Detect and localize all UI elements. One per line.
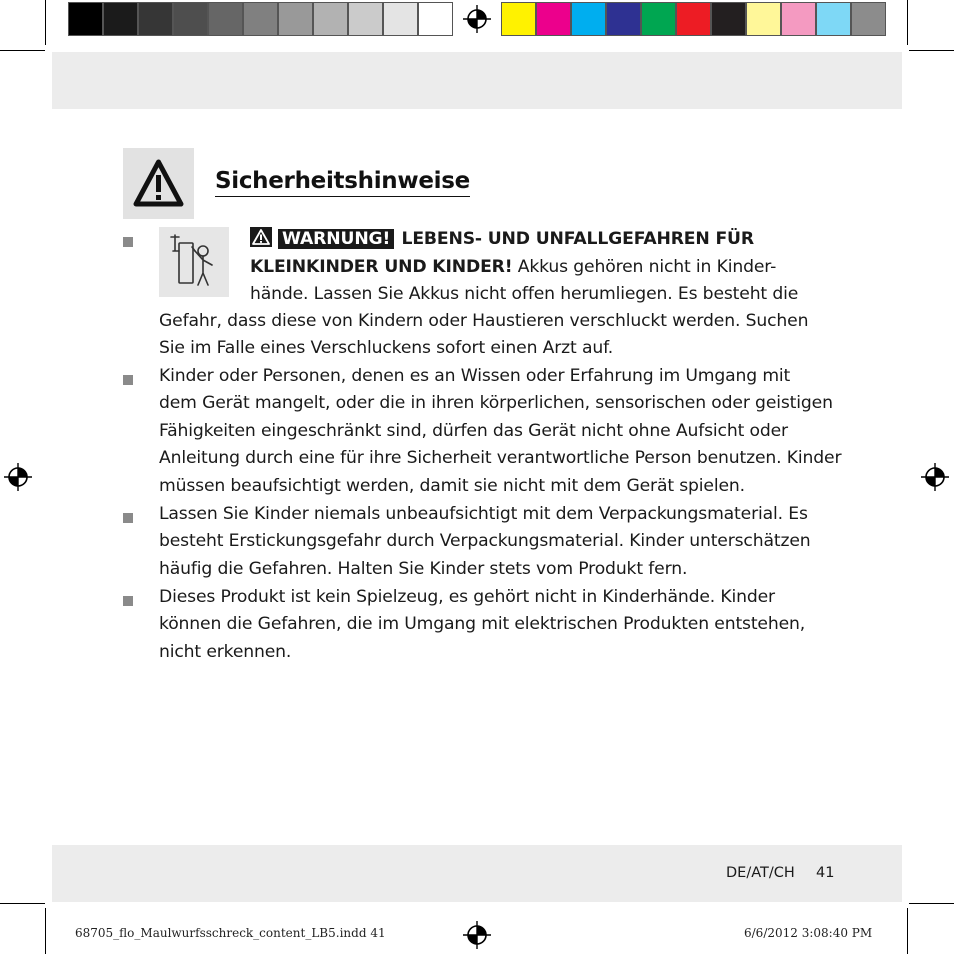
paragraph-line: Gefahr, dass diese von Kindern oder Haustieren verschluckt werden. Suchen xyxy=(159,311,809,331)
color-swatch xyxy=(711,2,746,36)
color-swatch xyxy=(641,2,676,36)
bullet xyxy=(123,375,133,385)
warning-heading-cont: KLEINKINDER UND KINDER! xyxy=(250,257,513,277)
color-swatch xyxy=(676,2,711,36)
color-swatch xyxy=(571,2,606,36)
crop-mark xyxy=(907,0,908,45)
paragraph-line: Anleitung durch eine für ihre Sicherheit verantwortliche Person benutzen. Kinder xyxy=(159,448,842,468)
paragraph-line: Fähigkeiten eingeschränkt sind, dürfen das Gerät nicht ohne Aufsicht oder xyxy=(159,421,788,441)
paragraph-line: müssen beaufsichtigt werden, damit sie nicht mit dem Gerät spielen. xyxy=(159,476,745,496)
crop-mark xyxy=(909,903,954,904)
warning-heading-line xyxy=(250,226,754,253)
crop-mark xyxy=(909,50,954,51)
warning-label: WARNUNG! xyxy=(278,229,394,249)
paragraph-line: dem Gerät mangelt, oder die in ihren körperlichen, sensorischen oder geistigen xyxy=(159,393,833,413)
gray-swatch xyxy=(208,2,243,36)
crop-mark xyxy=(0,50,45,51)
registration-mark-icon xyxy=(921,463,949,491)
slug-filename: 68705_flo_Maulwurfsschreck_content_LB5.indd 41 xyxy=(75,926,386,940)
color-swatch xyxy=(781,2,816,36)
paragraph-line: nicht erkennen. xyxy=(159,642,292,662)
gray-swatch xyxy=(103,2,138,36)
gray-swatch xyxy=(383,2,418,36)
section-icon-box xyxy=(123,148,194,219)
warning-heading: LEBENS- UND UNFALLGEFAHREN FÜR xyxy=(401,229,754,249)
paragraph-line: häufig die Gefahren. Halten Sie Kinder stets vom Produkt fern. xyxy=(159,559,688,579)
color-swatch xyxy=(501,2,536,36)
color-swatch xyxy=(746,2,781,36)
slug-datetime: 6/6/2012 3:08:40 PM xyxy=(744,926,873,940)
registration-mark-icon xyxy=(463,5,491,33)
color-swatch xyxy=(606,2,641,36)
registration-mark-icon xyxy=(463,921,491,949)
gray-swatch xyxy=(348,2,383,36)
gray-swatch xyxy=(418,2,453,36)
paragraph-line: hände. Lassen Sie Akkus nicht offen herumliegen. Es besteht die xyxy=(250,284,799,304)
gray-swatch xyxy=(313,2,348,36)
crop-mark xyxy=(45,908,46,954)
child-hazard-icon xyxy=(159,227,229,297)
color-swatch xyxy=(536,2,571,36)
gray-swatch xyxy=(278,2,313,36)
gray-swatch xyxy=(173,2,208,36)
bullet xyxy=(123,237,133,247)
gray-swatch xyxy=(68,2,103,36)
paragraph-line: Kinder oder Personen, denen es an Wissen oder Erfahrung im Umgang mit xyxy=(159,366,791,386)
color-swatch xyxy=(816,2,851,36)
paragraph-line: Sie im Falle eines Verschluckens sofort einen Arzt auf. xyxy=(159,338,614,358)
bullet xyxy=(123,596,133,606)
paragraph-line: können die Gefahren, die im Umgang mit elektrischen Produkten entstehen, xyxy=(159,614,806,634)
footer-region: DE/AT/CH xyxy=(726,865,795,881)
registration-mark-icon xyxy=(4,463,32,491)
child-hazard-icon-box xyxy=(159,227,229,297)
header-band xyxy=(52,52,902,109)
bullet xyxy=(123,513,133,523)
color-swatch xyxy=(851,2,886,36)
paragraph-line: besteht Erstickungsgefahr durch Verpackungsmaterial. Kinder unterschätzen xyxy=(159,531,811,551)
crop-mark xyxy=(0,903,45,904)
warning-badge-icon xyxy=(250,227,272,247)
crop-mark xyxy=(907,908,908,954)
warning-triangle-icon xyxy=(123,148,194,219)
paragraph-line: Lassen Sie Kinder niemals unbeaufsichtigt mit dem Verpackungsmaterial. Es xyxy=(159,504,808,524)
paragraph-line: Dieses Produkt ist kein Spielzeug, es gehört nicht in Kinderhände. Kinder xyxy=(159,587,775,607)
crop-mark xyxy=(45,0,46,45)
page-number: 41 xyxy=(816,865,835,881)
gray-swatch xyxy=(243,2,278,36)
gray-swatch xyxy=(138,2,173,36)
paragraph-text: Akkus gehören nicht in Kinder- xyxy=(512,257,777,277)
paragraph-line xyxy=(250,254,776,281)
section-title: Sicherheitshinweise xyxy=(215,168,470,197)
